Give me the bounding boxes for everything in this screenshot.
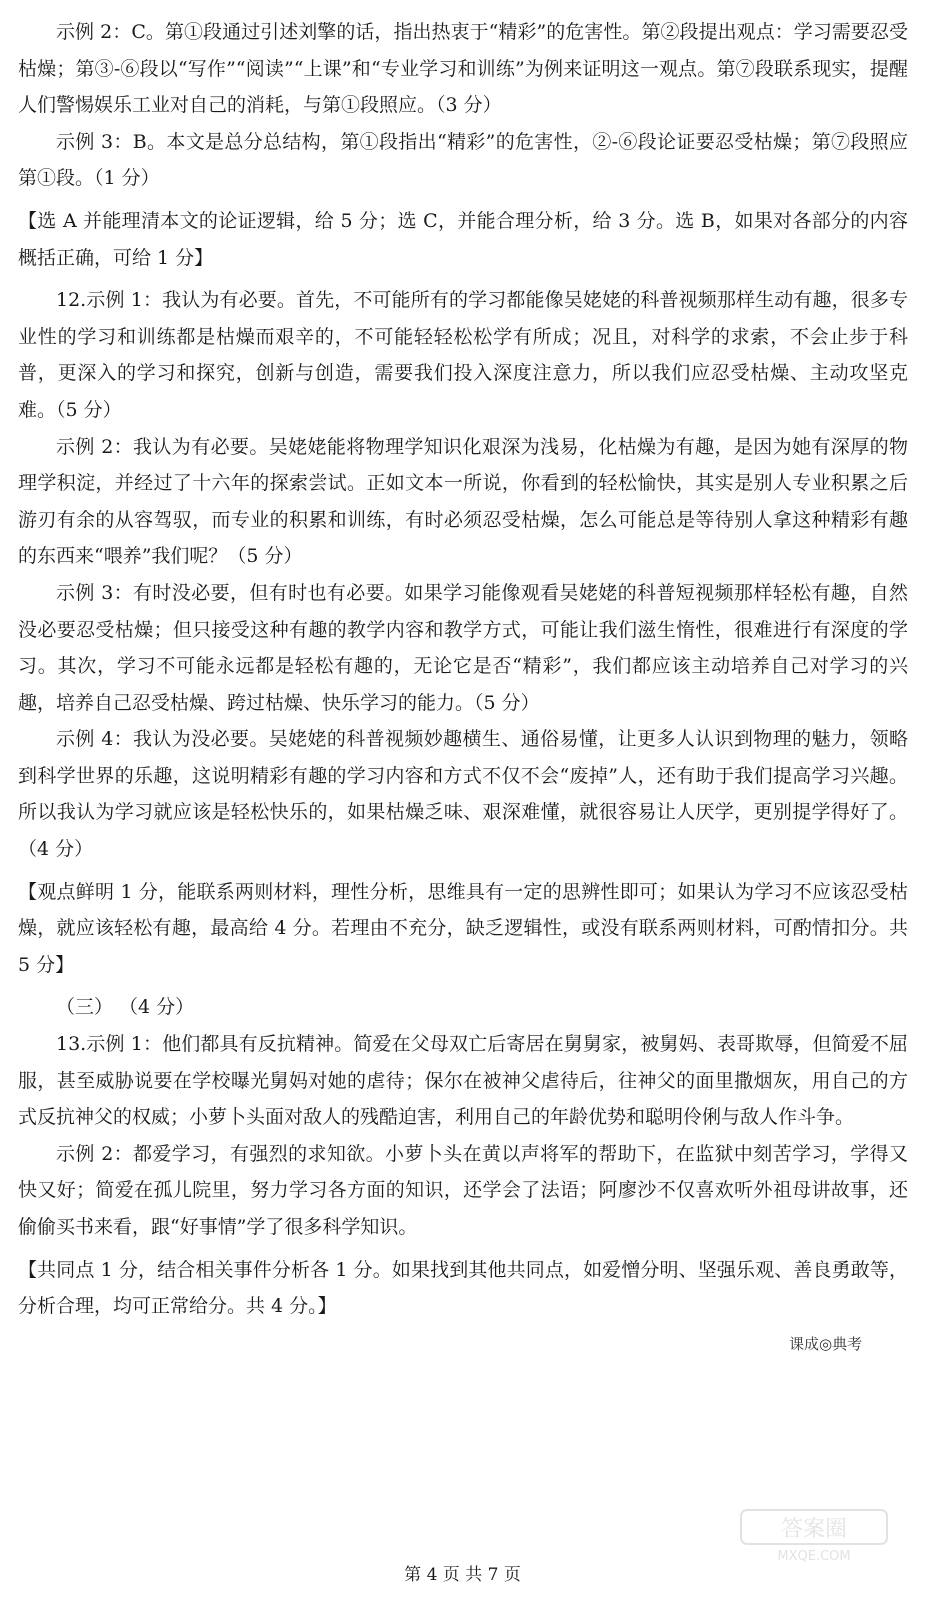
paragraph-q12-scoring: 【观点鲜明 1 分，能联系两则材料，理性分析，思维具有一定的思辨性即可；如果认为学习不应该忍受枯燥，就应该轻松有趣，最高给 4 分。若理由不充分，缺乏逻辑性，或没有联系两则材料，可酌情扣分。共 5 分】 (18, 880, 908, 976)
stamp-watermark (787, 1333, 864, 1354)
stamp-text: 课成◎典考 (789, 1335, 863, 1353)
paragraph-q11-example-2: 示例 2：C。第①段通过引述刘擎的话，指出热衷于“精彩”的危害性。第②段提出观点：学习需要忍受枯燥；第③-⑥段以“写作”“阅读”“上课”和“专业学习和训练”为例来证明这一观点。第⑦段联系现实，提醒人们警惕娱乐工业对自己的消耗，与第①段照应。（3 分） (18, 21, 908, 117)
paragraph-q13-example-1: 13.示例 1：他们都具有反抗精神。简爱在父母双亡后寄居在舅舅家，被舅妈、表哥欺辱，但简爱不屈服，甚至威胁说要在学校曝光舅妈对她的虐待；保尔在被神父虐待后，往神父的面里撒烟灰，用自己的方式反抗神父的权威；小萝卜头面对敌人的残酷迫害，利用自己的年龄优势和聪明伶俐与敌人作斗争。 (18, 1033, 908, 1129)
paragraph-q13-example-2: 示例 2：都爱学习，有强烈的求知欲。小萝卜头在黄以声将军的帮助下，在监狱中刻苦学习，学得又快又好；简爱在孤儿院里，努力学习各方面的知识，还学会了法语；阿廖沙不仅喜欢听外祖母讲故事，还偷偷买书来看，跟“好事情”学了很多科学知识。 (18, 1142, 908, 1238)
paragraph-q12-example-3: 示例 3：有时没必要，但有时也有必要。如果学习能像观看吴姥姥的科普短视频那样轻松有趣，自然没必要忍受枯燥；但只接受这种有趣的教学内容和教学方式，可能让我们滋生惰性，很难进行有深度的学习。其次，学习不可能永远都是轻松有趣的，无论它是否“精彩”，我们都应该主动培养自己对学习的兴趣，培养自己忍受枯燥、跨过枯燥、快乐学习的能力。（5 分） (18, 581, 908, 714)
site-watermark-logo (739, 1508, 889, 1564)
page-footer: 第 4 页 共 7 页 (404, 1565, 521, 1585)
paragraph-q11-example-3: 示例 3：B。本文是总分总结构，第①段指出“精彩”的危害性，②-⑥段论证要忍受枯燥；第⑦段照应第①段。（1 分） (18, 130, 908, 190)
answer-content (18, 14, 908, 1331)
section-heading-3: （三） （4 分） (56, 996, 195, 1019)
svg-text:答案圈: 答案圈 (780, 1517, 848, 1542)
paragraph-q13-scoring: 【共同点 1 分，结合相关事件分析各 1 分。如果找到其他共同点，如爱憎分明、坚强乐观、善良勇敢等，分析合理，均可正常给分。共 4 分。】 (18, 1258, 908, 1318)
paragraph-q12-example-1: 12.示例 1：我认为有必要。首先，不可能所有的学习都能像吴姥姥的科普视频那样生动有趣，很多专业性的学习和训练都是枯燥而艰辛的，不可能轻轻松松学有所成；况且，对科学的求索，不会止步于科普，更深入的学习和探究，创新与创造，需要我们投入深度注意力，所以我们应忍受枯燥、主动攻坚克难。（5 分） (18, 289, 908, 421)
svg-text:MXQE.COM: MXQE.COM (777, 1549, 851, 1564)
paragraph-q12-example-4: 示例 4：我认为没必要。吴姥姥的科普视频妙趣横生、通俗易懂，让更多人认识到物理的魅力，领略到科学世界的乐趣，这说明精彩有趣的学习内容和方式不仅不会“废掉”人，还有助于我们提高学习兴趣。所以我认为学习就应该是轻松快乐的，如果枯燥乏味、艰深难懂，就很容易让人厌学，更别提学得好了。（4 分） (18, 728, 908, 861)
paragraph-q12-example-2: 示例 2：我认为有必要。吴姥姥能将物理学知识化艰深为浅易，化枯燥为有趣，是因为她有深厚的物理学积淀，并经过了十六年的探索尝试。正如文本一所说，你看到的轻松愉快，其实是别人专业积累之后游刃有余的从容驾驭，而专业的积累和训练，有时必须忍受枯燥，怎么可能总是等待别人拿这种精彩有趣的东西来“喂养”我们呢？（5 分） (18, 435, 908, 568)
paragraph-q11-scoring: 【选 A 并能理清本文的论证逻辑，给 5 分；选 C，并能合理分析，给 3 分。选 B，如果对各部分的内容概括正确，可给 1 分】 (18, 209, 908, 269)
